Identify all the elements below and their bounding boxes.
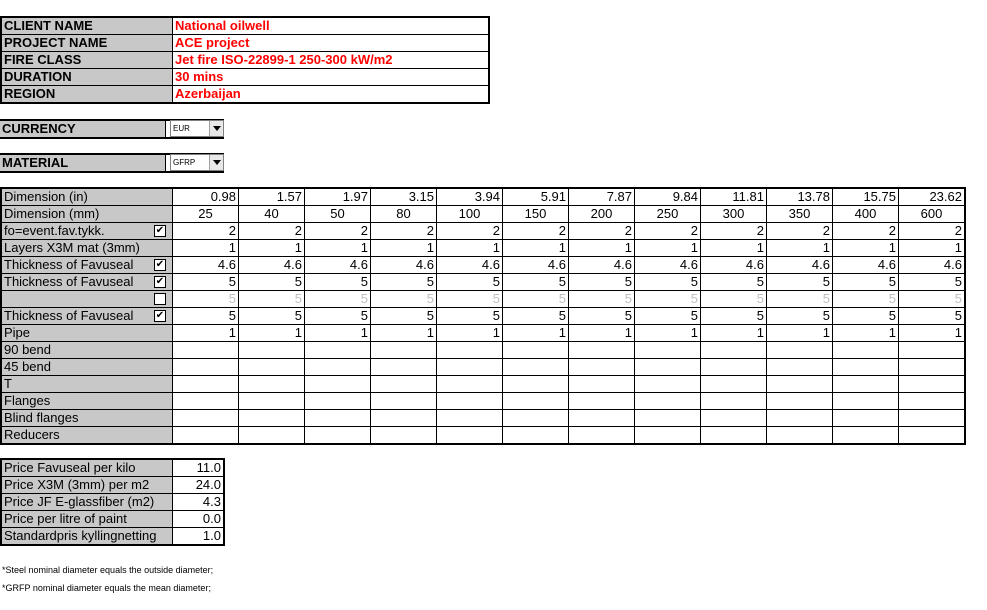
material-label: MATERIAL xyxy=(0,155,166,171)
grid-cell[interactable]: 4.6 xyxy=(635,257,701,274)
grid-cell[interactable]: 4.6 xyxy=(239,257,305,274)
grid-cell[interactable]: 1.97 xyxy=(305,188,371,206)
grid-cell[interactable]: 1 xyxy=(437,325,503,342)
grid-cell[interactable] xyxy=(701,410,767,427)
grid-cell[interactable]: 5 xyxy=(305,291,371,308)
grid-cell[interactable]: 5 xyxy=(635,291,701,308)
grid-cell[interactable] xyxy=(569,342,635,359)
grid-cell[interactable]: 150 xyxy=(503,206,569,223)
grid-cell[interactable]: 2 xyxy=(305,223,371,240)
grid-row-label-text: T xyxy=(4,376,12,391)
grid-cell[interactable]: 50 xyxy=(305,206,371,223)
grid-cell[interactable] xyxy=(899,359,966,376)
info-label: DURATION xyxy=(1,69,173,86)
price-table xyxy=(0,458,225,546)
grid-cell[interactable]: 1 xyxy=(899,240,966,257)
grid-row xyxy=(1,274,965,291)
grid-cell[interactable]: 5 xyxy=(503,274,569,291)
grid-cell[interactable] xyxy=(239,410,305,427)
grid-cell[interactable]: 4.6 xyxy=(569,257,635,274)
grid-cell[interactable]: 23.62 xyxy=(899,188,966,206)
grid-cell[interactable]: 5 xyxy=(635,308,701,325)
grid-row xyxy=(1,308,965,325)
grid-row-label xyxy=(1,240,173,257)
grid-row xyxy=(1,206,965,223)
grid-cell[interactable]: 5 xyxy=(437,291,503,308)
grid-cell[interactable] xyxy=(437,427,503,445)
grid-cell[interactable]: 5 xyxy=(437,308,503,325)
grid-cell[interactable]: 5 xyxy=(899,291,966,308)
grid-cell[interactable] xyxy=(635,427,701,445)
grid-row xyxy=(1,393,965,410)
grid-row xyxy=(1,376,965,393)
grid-cell[interactable]: 1 xyxy=(635,325,701,342)
grid-cell[interactable]: 600 xyxy=(899,206,966,223)
grid-cell[interactable]: 1 xyxy=(701,325,767,342)
price-label: Price per litre of paint xyxy=(1,511,173,528)
grid-row-label-text: Reducers xyxy=(4,427,60,442)
grid-cell[interactable]: 5 xyxy=(767,308,833,325)
grid-cell[interactable]: 4.6 xyxy=(371,257,437,274)
grid-cell[interactable] xyxy=(899,376,966,393)
grid-cell[interactable] xyxy=(899,410,966,427)
grid-row xyxy=(1,223,965,240)
grid-cell[interactable]: 5 xyxy=(503,308,569,325)
grid-cell[interactable]: 1 xyxy=(767,240,833,257)
grid-cell[interactable] xyxy=(701,342,767,359)
price-label: Price X3M (3mm) per m2 xyxy=(1,477,173,494)
grid-cell[interactable]: 1 xyxy=(899,325,966,342)
grid-cell[interactable] xyxy=(635,376,701,393)
info-label: FIRE CLASS xyxy=(1,52,173,69)
grid-cell[interactable] xyxy=(569,410,635,427)
row-checkbox[interactable]: ✔ xyxy=(155,225,165,236)
grid-cell[interactable]: 1 xyxy=(173,325,239,342)
chevron-down-icon[interactable] xyxy=(209,155,223,170)
grid-cell[interactable]: 5 xyxy=(239,308,305,325)
grid-cell[interactable]: 1 xyxy=(833,325,899,342)
grid-cell[interactable]: 3.15 xyxy=(371,188,437,206)
grid-cell[interactable]: 4.6 xyxy=(899,257,966,274)
grid-row xyxy=(1,410,965,427)
grid-cell[interactable]: 5 xyxy=(767,291,833,308)
grid-row-label xyxy=(1,427,173,445)
grid-cell[interactable] xyxy=(503,359,569,376)
grid-row xyxy=(1,427,965,445)
grid-cell[interactable]: 5 xyxy=(305,274,371,291)
grid-cell[interactable]: 2 xyxy=(569,223,635,240)
grid-row-label xyxy=(1,274,173,291)
grid-row xyxy=(1,359,965,376)
grid-row-label-text: Thickness of Favuseal xyxy=(4,274,134,289)
grid-cell[interactable]: 4.6 xyxy=(767,257,833,274)
price-value[interactable]: 11.0 xyxy=(173,459,225,477)
grid-cell[interactable]: 5 xyxy=(239,291,305,308)
price-value[interactable]: 0.0 xyxy=(173,511,225,528)
grid-cell[interactable]: 1 xyxy=(239,325,305,342)
grid-cell[interactable] xyxy=(701,359,767,376)
grid-row-label-text: Flanges xyxy=(4,393,51,408)
grid-cell[interactable]: 5 xyxy=(833,274,899,291)
info-row-duration xyxy=(1,69,489,86)
grid-cell[interactable]: 200 xyxy=(569,206,635,223)
grid-cell[interactable]: 5 xyxy=(701,308,767,325)
grid-cell[interactable] xyxy=(173,427,239,445)
grid-cell[interactable]: 2 xyxy=(701,223,767,240)
grid-cell[interactable] xyxy=(305,393,371,410)
grid-cell[interactable] xyxy=(833,427,899,445)
row-checkbox[interactable]: ✔ xyxy=(155,276,165,287)
grid-row-label xyxy=(1,410,173,427)
grid-cell[interactable]: 2 xyxy=(437,223,503,240)
grid-row-label xyxy=(1,359,173,376)
grid-cell[interactable]: 400 xyxy=(833,206,899,223)
price-label: Price JF E-glassfiber (m2) xyxy=(1,494,173,511)
grid-cell[interactable] xyxy=(371,393,437,410)
grid-cell[interactable]: 1 xyxy=(173,240,239,257)
grid-cell[interactable]: 5 xyxy=(239,274,305,291)
grid-cell[interactable] xyxy=(305,342,371,359)
info-row-client xyxy=(1,17,489,35)
row-checkbox[interactable] xyxy=(154,293,166,305)
grid-cell[interactable] xyxy=(899,427,966,445)
grid-cell[interactable] xyxy=(833,376,899,393)
grid-row-label-text: Blind flanges xyxy=(4,410,79,425)
grid-cell[interactable] xyxy=(503,393,569,410)
material-row xyxy=(0,153,224,173)
grid-cell[interactable]: 5 xyxy=(503,291,569,308)
info-label: CLIENT NAME xyxy=(1,17,173,35)
grid-row-label-text: Pipe xyxy=(4,325,31,340)
price-value[interactable]: 1.0 xyxy=(173,528,225,546)
grid-cell[interactable] xyxy=(569,393,635,410)
info-value[interactable]: 30 mins xyxy=(173,69,490,86)
grid-cell[interactable]: 4.6 xyxy=(701,257,767,274)
grid-cell[interactable]: 5 xyxy=(371,274,437,291)
grid-row xyxy=(1,240,965,257)
price-value[interactable]: 24.0 xyxy=(173,477,225,494)
grid-cell[interactable]: 2 xyxy=(173,223,239,240)
grid-cell[interactable]: 5 xyxy=(371,291,437,308)
grid-cell[interactable] xyxy=(767,427,833,445)
grid-cell[interactable] xyxy=(767,393,833,410)
grid-row xyxy=(1,257,965,274)
grid-row xyxy=(1,291,965,308)
grid-cell[interactable] xyxy=(767,342,833,359)
grid-cell[interactable] xyxy=(239,359,305,376)
currency-dropdown[interactable] xyxy=(170,120,224,137)
grid-row-label-text: Dimension (mm) xyxy=(4,206,100,221)
price-label: Price Favuseal per kilo xyxy=(1,459,173,477)
grid-row-label-text: Thickness of Favuseal xyxy=(4,308,134,323)
price-row xyxy=(1,494,224,511)
grid-cell[interactable] xyxy=(305,410,371,427)
grid-cell[interactable]: 4.6 xyxy=(173,257,239,274)
grid-cell[interactable] xyxy=(239,376,305,393)
grid-cell[interactable]: 350 xyxy=(767,206,833,223)
grid-cell[interactable] xyxy=(569,427,635,445)
grid-cell[interactable] xyxy=(371,427,437,445)
grid-cell[interactable] xyxy=(635,359,701,376)
grid-cell[interactable]: 1 xyxy=(635,240,701,257)
grid-cell[interactable]: 5 xyxy=(635,274,701,291)
grid-cell[interactable]: 5 xyxy=(569,274,635,291)
grid-cell[interactable]: 5 xyxy=(701,274,767,291)
footnote-grfp: *GRFP nominal diameter equals the mean diameter; xyxy=(2,583,211,593)
grid-cell[interactable] xyxy=(437,342,503,359)
grid-cell[interactable] xyxy=(173,376,239,393)
price-label: Standardpris kyllingnetting xyxy=(1,528,173,546)
grid-cell[interactable]: 1 xyxy=(569,240,635,257)
grid-cell[interactable] xyxy=(305,376,371,393)
grid-cell[interactable]: 40 xyxy=(239,206,305,223)
grid-row-label xyxy=(1,342,173,359)
info-value[interactable]: National oilwell xyxy=(173,17,490,35)
info-row-region xyxy=(1,86,489,104)
info-value[interactable]: Jet fire ISO-22899-1 250-300 kW/m2 xyxy=(173,52,490,69)
info-value[interactable]: ACE project xyxy=(173,35,490,52)
grid-row-label-text: Dimension (in) xyxy=(4,189,88,204)
grid-cell[interactable] xyxy=(437,376,503,393)
grid-cell[interactable] xyxy=(503,342,569,359)
grid-cell[interactable]: 4.6 xyxy=(305,257,371,274)
grid-cell[interactable] xyxy=(305,359,371,376)
grid-cell[interactable]: 4.6 xyxy=(503,257,569,274)
grid-row-label xyxy=(1,257,173,274)
chevron-down-icon[interactable] xyxy=(209,121,223,136)
grid-cell[interactable]: 2 xyxy=(767,223,833,240)
grid-cell[interactable]: 1 xyxy=(305,240,371,257)
grid-row-label-text: 90 bend xyxy=(4,342,51,357)
project-info-table xyxy=(0,16,490,104)
price-row xyxy=(1,477,224,494)
grid-cell[interactable]: 5 xyxy=(569,308,635,325)
grid-cell[interactable] xyxy=(371,376,437,393)
grid-cell[interactable]: 5 xyxy=(173,308,239,325)
grid-cell[interactable] xyxy=(635,342,701,359)
grid-row xyxy=(1,342,965,359)
grid-cell[interactable]: 300 xyxy=(701,206,767,223)
row-checkbox[interactable]: ✔ xyxy=(155,310,165,321)
grid-cell[interactable] xyxy=(833,393,899,410)
grid-cell[interactable] xyxy=(833,342,899,359)
grid-row-label-text: Thickness of Favuseal xyxy=(4,257,134,272)
grid-cell[interactable]: 5 xyxy=(833,291,899,308)
grid-cell[interactable]: 2 xyxy=(635,223,701,240)
grid-cell[interactable]: 5 xyxy=(899,308,966,325)
grid-cell[interactable] xyxy=(371,410,437,427)
grid-cell[interactable]: 13.78 xyxy=(767,188,833,206)
grid-cell[interactable] xyxy=(701,427,767,445)
grid-cell[interactable] xyxy=(833,410,899,427)
material-value: GFRP xyxy=(173,158,196,167)
grid-cell[interactable] xyxy=(503,427,569,445)
currency-value: EUR xyxy=(173,124,190,133)
grid-cell[interactable]: 80 xyxy=(371,206,437,223)
grid-cell[interactable]: 100 xyxy=(437,206,503,223)
grid-cell[interactable]: 7.87 xyxy=(569,188,635,206)
grid-cell[interactable]: 5 xyxy=(371,308,437,325)
grid-cell[interactable]: 11.81 xyxy=(701,188,767,206)
currency-label: CURRENCY xyxy=(0,121,166,137)
grid-cell[interactable]: 15.75 xyxy=(833,188,899,206)
price-row xyxy=(1,528,224,546)
dimension-grid xyxy=(0,187,966,445)
grid-cell[interactable] xyxy=(569,359,635,376)
grid-row-label xyxy=(1,308,173,325)
grid-cell[interactable]: 1 xyxy=(305,325,371,342)
grid-row-label xyxy=(1,291,173,308)
grid-cell[interactable]: 4.6 xyxy=(833,257,899,274)
grid-cell[interactable] xyxy=(437,410,503,427)
grid-cell[interactable]: 25 xyxy=(173,206,239,223)
grid-cell[interactable]: 5 xyxy=(569,291,635,308)
grid-row-label xyxy=(1,325,173,342)
grid-cell[interactable]: 2 xyxy=(833,223,899,240)
price-row xyxy=(1,511,224,528)
grid-cell[interactable]: 0.98 xyxy=(173,188,239,206)
info-label: REGION xyxy=(1,86,173,104)
grid-cell[interactable]: 2 xyxy=(371,223,437,240)
grid-cell[interactable]: 5 xyxy=(899,274,966,291)
grid-row-label xyxy=(1,393,173,410)
material-dropdown[interactable] xyxy=(170,154,224,171)
grid-cell[interactable]: 5.91 xyxy=(503,188,569,206)
grid-cell[interactable] xyxy=(239,427,305,445)
grid-cell[interactable]: 1 xyxy=(569,325,635,342)
grid-cell[interactable]: 5 xyxy=(173,291,239,308)
grid-cell[interactable]: 5 xyxy=(173,274,239,291)
grid-cell[interactable] xyxy=(173,342,239,359)
row-checkbox[interactable]: ✔ xyxy=(155,259,165,270)
grid-cell[interactable]: 4.6 xyxy=(437,257,503,274)
grid-cell[interactable]: 3.94 xyxy=(437,188,503,206)
grid-cell[interactable]: 1 xyxy=(767,325,833,342)
grid-row xyxy=(1,188,965,206)
grid-cell[interactable] xyxy=(569,376,635,393)
grid-cell[interactable]: 2 xyxy=(239,223,305,240)
grid-cell[interactable]: 250 xyxy=(635,206,701,223)
grid-cell[interactable]: 1 xyxy=(833,240,899,257)
grid-cell[interactable] xyxy=(305,427,371,445)
grid-cell[interactable]: 1 xyxy=(371,240,437,257)
grid-cell[interactable] xyxy=(437,359,503,376)
grid-cell[interactable] xyxy=(239,342,305,359)
grid-cell[interactable]: 1 xyxy=(239,240,305,257)
grid-row-label xyxy=(1,206,173,223)
grid-cell[interactable]: 1 xyxy=(503,240,569,257)
grid-row-label-text: 45 bend xyxy=(4,359,51,374)
grid-cell[interactable] xyxy=(701,376,767,393)
grid-row-label-text: fo=event.fav.tykk. xyxy=(4,223,105,238)
grid-cell[interactable] xyxy=(173,410,239,427)
grid-cell[interactable]: 5 xyxy=(437,274,503,291)
grid-cell[interactable]: 5 xyxy=(767,274,833,291)
price-row xyxy=(1,459,224,477)
grid-cell[interactable] xyxy=(635,410,701,427)
grid-cell[interactable] xyxy=(239,393,305,410)
grid-row xyxy=(1,325,965,342)
grid-cell[interactable] xyxy=(767,359,833,376)
grid-cell[interactable] xyxy=(899,342,966,359)
grid-cell[interactable] xyxy=(833,359,899,376)
info-value[interactable]: Azerbaijan xyxy=(173,86,490,104)
price-value[interactable]: 4.3 xyxy=(173,494,225,511)
info-row-fire-class xyxy=(1,52,489,69)
grid-cell[interactable] xyxy=(371,359,437,376)
grid-cell[interactable] xyxy=(701,393,767,410)
grid-cell[interactable]: 1 xyxy=(437,240,503,257)
grid-cell[interactable] xyxy=(437,393,503,410)
grid-row-label xyxy=(1,223,173,240)
grid-cell[interactable] xyxy=(899,393,966,410)
grid-cell[interactable] xyxy=(371,342,437,359)
grid-cell[interactable]: 5 xyxy=(701,291,767,308)
grid-cell[interactable]: 1 xyxy=(503,325,569,342)
grid-cell[interactable] xyxy=(635,393,701,410)
currency-row xyxy=(0,119,224,139)
grid-cell[interactable]: 5 xyxy=(305,308,371,325)
grid-cell[interactable] xyxy=(503,376,569,393)
grid-cell[interactable] xyxy=(503,410,569,427)
grid-cell[interactable] xyxy=(767,376,833,393)
info-row-project xyxy=(1,35,489,52)
grid-cell[interactable]: 5 xyxy=(833,308,899,325)
grid-cell[interactable] xyxy=(173,359,239,376)
grid-cell[interactable]: 2 xyxy=(899,223,966,240)
grid-row-label xyxy=(1,188,173,206)
footnote-steel: *Steel nominal diameter equals the outside diameter; xyxy=(2,565,214,575)
grid-cell[interactable]: 1 xyxy=(371,325,437,342)
info-label: PROJECT NAME xyxy=(1,35,173,52)
grid-cell[interactable]: 1 xyxy=(701,240,767,257)
grid-cell[interactable]: 2 xyxy=(503,223,569,240)
grid-cell[interactable] xyxy=(767,410,833,427)
grid-cell[interactable] xyxy=(173,393,239,410)
grid-row-label xyxy=(1,376,173,393)
grid-cell[interactable]: 1.57 xyxy=(239,188,305,206)
grid-row-label-text: Layers X3M mat (3mm) xyxy=(4,240,140,255)
grid-cell[interactable]: 9.84 xyxy=(635,188,701,206)
